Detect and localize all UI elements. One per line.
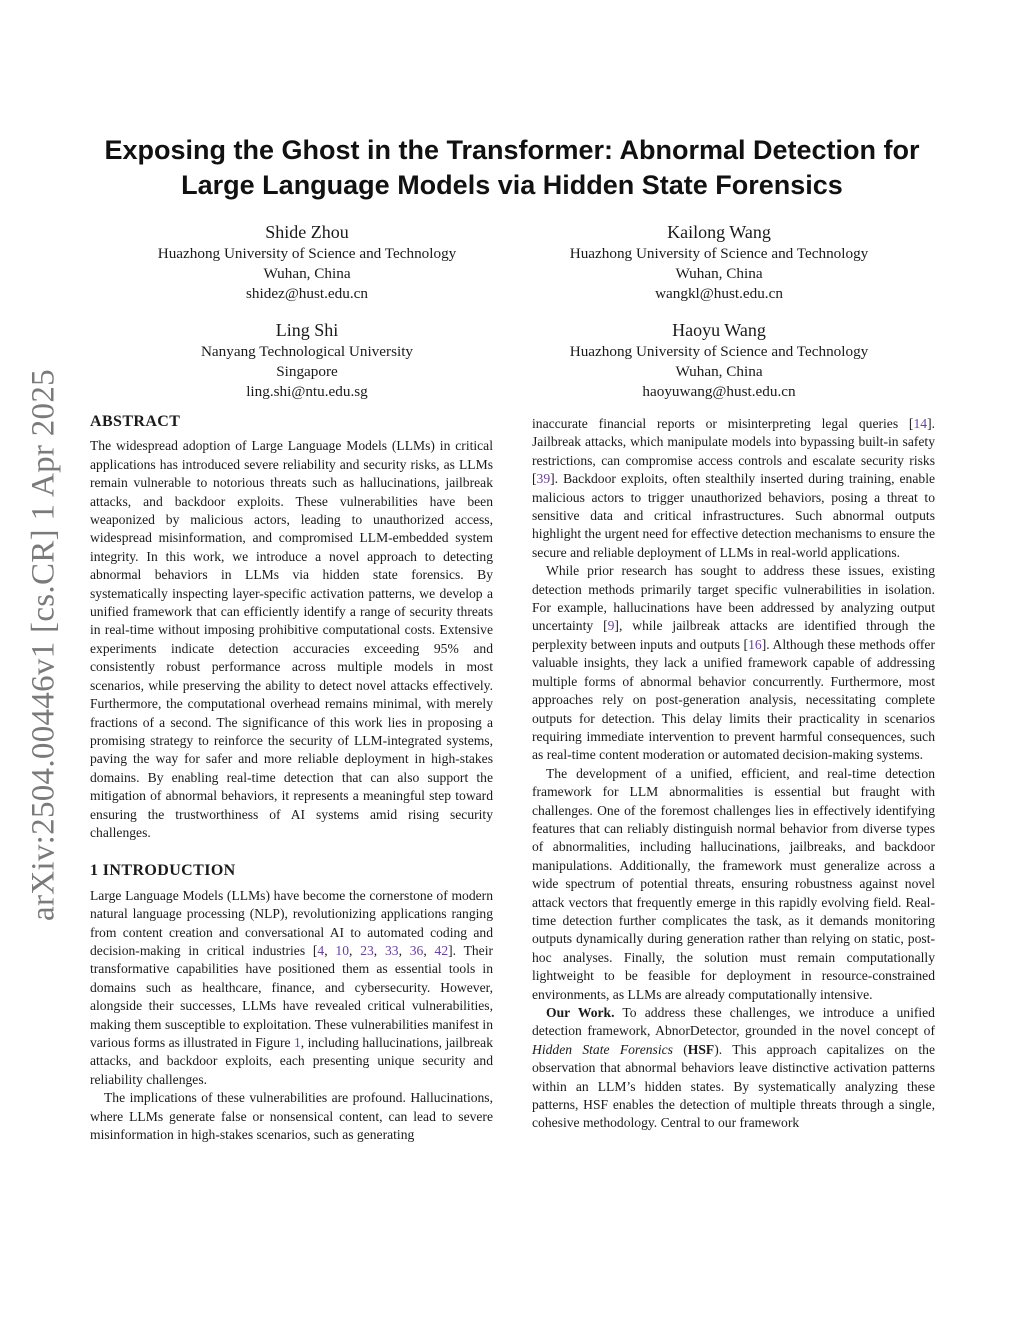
citation-link[interactable]: 36 — [409, 942, 424, 958]
introduction-heading: 1 INTRODUCTION — [90, 862, 236, 880]
author-location: Wuhan, China — [675, 363, 763, 380]
paper-title — [60, 133, 964, 203]
paragraph-text: ]. Although these methods offer valuable insights, they lack a unified framework capable of addressing multiple forms of abnormal behavior concurrently. Furthermore, most approaches rely on post-generation analysis, necessitating complete outputs for detection. This delay limits their practicality in scenarios requiring immediate intervention to prevent harmful consequences, such as real-time content moderation or automated decision-making systems. — [532, 636, 935, 763]
author-block-3 — [97, 318, 517, 402]
author-location: Wuhan, China — [675, 265, 763, 282]
author-email: ling.shi@ntu.edu.sg — [246, 383, 368, 400]
citation-link[interactable]: 33 — [384, 942, 399, 958]
paragraph-text: ]. Jailbreak attacks, which manipulate models into bypassing built-in safety restrictions, can compromise access controls and escalate security risks [ — [532, 416, 935, 487]
arxiv-identifier-text: arXiv:2504.00446v1 [cs.CR] 1 Apr 2025 — [25, 369, 62, 921]
paragraph-text: inaccurate financial reports or misinterpreting legal queries [ — [532, 416, 914, 431]
author-name: Ling Shi — [275, 320, 339, 340]
arxiv-identifier-stamp — [24, 360, 64, 930]
left-column — [90, 413, 493, 1144]
paper-title-line-2: Large Language Models via Hidden State Forensics — [181, 170, 843, 200]
body-paragraph-3: The development of a unified, efficient, and real-time detection framework for LLM abnormalities is essential but fraught with challenges. One of the foremost challenges lies in effectively identifying features that can reliably distinguish normal behavior from diverse types of abnormalities, including hallucinations, jailbreaks, and backdoor manipulations. Additionally, the framework must generalize across a wide spectrum of potential threats, ensuring robustness against novel attack vectors that frequently emerge in this rapidly evolving field. Real-time detection further complicates the task, as it demands monitoring outputs dynamically during generation rather than relying on static, post-hoc analyses. Finally, the solution must remain computationally lightweight to be feasible for deployment in resource-constrained environments, as LLMs are already computationally intensive. — [532, 765, 935, 1002]
author-block-4 — [509, 318, 929, 402]
citation-link[interactable]: 39 — [536, 471, 551, 487]
author-email: wangkl@hust.edu.cn — [655, 285, 783, 302]
citation-link[interactable]: 10 — [335, 942, 349, 958]
our-work-lead-in: Our Work. — [546, 1005, 615, 1020]
paragraph-text: , including hallucinations, jailbreak attacks, and backdoor exploits, each presenting unique security and reliability challenges. — [90, 1035, 494, 1087]
hsf-term: Hidden State Forensics — [532, 1041, 673, 1057]
abstract-heading: ABSTRACT — [90, 413, 181, 430]
paragraph-text: ). This approach capitalizes on the observation that abnormal behaviors leave distinctive activation patterns within an LLM’s hidden states. By systematically analyzing these patterns, HSF enables the detection of multiple threats through a single, cohesive methodology. Central to our framework — [532, 1041, 935, 1131]
body-paragraph-4 — [532, 1004, 935, 1133]
body-paragraph-2 — [532, 562, 935, 764]
figure-reference-link[interactable]: 1 — [294, 1035, 301, 1050]
author-location: Singapore — [276, 363, 338, 380]
paragraph-text: ( — [672, 1041, 688, 1057]
author-name: Shide Zhou — [265, 222, 349, 242]
paper-title-line-1: Exposing the Ghost in the Transformer: Abnormal Detection for — [104, 135, 920, 165]
author-affiliation: Huazhong University of Science and Technology — [569, 343, 869, 360]
author-affiliation: Nanyang Technological University — [200, 343, 414, 360]
introduction-paragraph-1: Large Language Models (LLMs) have become the cornerstone of modern natural language processing (NLP), revolutionizing applications ranging from content creation and conversational AI to automated coding and decision-making in critical industries [4, 10, 23, 33, 36, 42]. Their transformative capabilities have positioned them as essential tools in domains such as healthcare, finance, and cybersecurity. However, alongside their successes, LLMs have revealed critical vulnerabilities, making them susceptible to exploitation. These vulnerabilities manifest in various forms as illustrated in Figure 1, including hallucinations, jailbreak attacks, and backdoor exploits, each presenting unique security and reliability challenges. — [90, 887, 494, 1087]
citation-link[interactable]: 16 — [748, 636, 762, 652]
right-column — [532, 415, 935, 1133]
paragraph-text: ]. Their transformative capabilities have positioned them as essential tools in domains such as healthcare, finance, and cybersecurity. However, alongside their successes, LLMs have revealed critical vulnerabilities, making them susceptible to exploitation. These vulnerabilities manifest in various forms as illustrated in Figure — [90, 942, 494, 1050]
hsf-abbreviation: HSF — [687, 1041, 715, 1057]
citation-link[interactable]: 23 — [360, 942, 374, 958]
author-block-2 — [509, 220, 929, 304]
paragraph-text: To address these challenges, we introduce a unified detection framework, AbnorDetector, grounded in the novel concept of — [532, 1005, 935, 1039]
author-email: haoyuwang@hust.edu.cn — [642, 383, 796, 400]
author-email: shidez@hust.edu.cn — [246, 285, 368, 302]
abstract-paragraph: The widespread adoption of Large Language Models (LLMs) in critical applications has introduced severe reliability and security risks, as LLMs remain vulnerable to notorious threats such as hallucinations, jailbreak attacks, and backdoor exploits. These vulnerabilities have been weaponized by malicious actors, leading to unauthorized access, widespread misinformation, and compromised LLM-embedded system integrity. In this work, we introduce a novel approach to detecting abnormal behaviors in LLMs via hidden state forensics. By systematically inspecting layer-specific activation patterns, we develop a unified framework that can efficiently identify a range of security threats in real-time without imposing prohibitive computational costs. Extensive experiments indicate detection accuracies exceeding 95% and consistently robust performance across multiple models in most scenarios, while preserving the ability to detect novel attacks effectively. Furthermore, the computational overhead remains minimal, with merely fractions of a second. The significance of this work lies in proposing a promising strategy to reinforce the security of LLM-integrated systems, paving the way for safer and more reliable deployment in high-stakes domains. By enabling real-time detection that can also support the mitigation of abnormal behaviors, it represents a meaningful step toward ensuring the trustworthiness of AI systems amid rising security challenges. — [90, 438, 493, 840]
citation-link[interactable]: 9 — [607, 618, 615, 634]
author-location: Wuhan, China — [263, 265, 351, 282]
body-paragraph-1 — [532, 415, 935, 562]
author-name: Kailong Wang — [667, 222, 771, 242]
citation-link[interactable]: 42 — [434, 942, 449, 958]
author-block-1 — [97, 220, 517, 304]
author-affiliation: Huazhong University of Science and Technology — [157, 245, 457, 262]
paragraph-text: ], while jailbreak attacks are identified through the perplexity between inputs and outputs [ — [532, 618, 935, 652]
paragraph-text: ]. Backdoor exploits, often stealthily inserted during training, enable malicious actors to trigger unauthorized behaviors, posing a threat to sensitive data and critical infrastructures. Such abnormal outputs highlight the urgent need for effective detection mechanisms to ensure the secure and reliable deployment of LLMs in real-world applications. — [532, 471, 935, 560]
paragraph-text: While prior research has sought to address these issues, existing detection methods primarily target specific vulnerabilities in isolation. For example, hallucinations have been addressed by analyzing output uncertainty [ — [532, 563, 935, 634]
introduction-paragraph-2: The implications of these vulnerabilities are profound. Hallucinations, where LLMs generate false or nonsensical content, can lead to severe misinformation in high-stakes scenarios, such as generating — [90, 1090, 493, 1143]
author-affiliation: Huazhong University of Science and Technology — [569, 245, 869, 262]
paragraph-text: Large Language Models (LLMs) have become the cornerstone of modern natural language processing (NLP), revolutionizing applications ranging from content creation and conversational AI to automated coding and decision-making in critical industries [ — [90, 887, 493, 958]
author-name: Haoyu Wang — [672, 320, 766, 340]
citation-link[interactable]: 4 — [317, 942, 325, 958]
citation-link[interactable]: 14 — [913, 416, 928, 431]
